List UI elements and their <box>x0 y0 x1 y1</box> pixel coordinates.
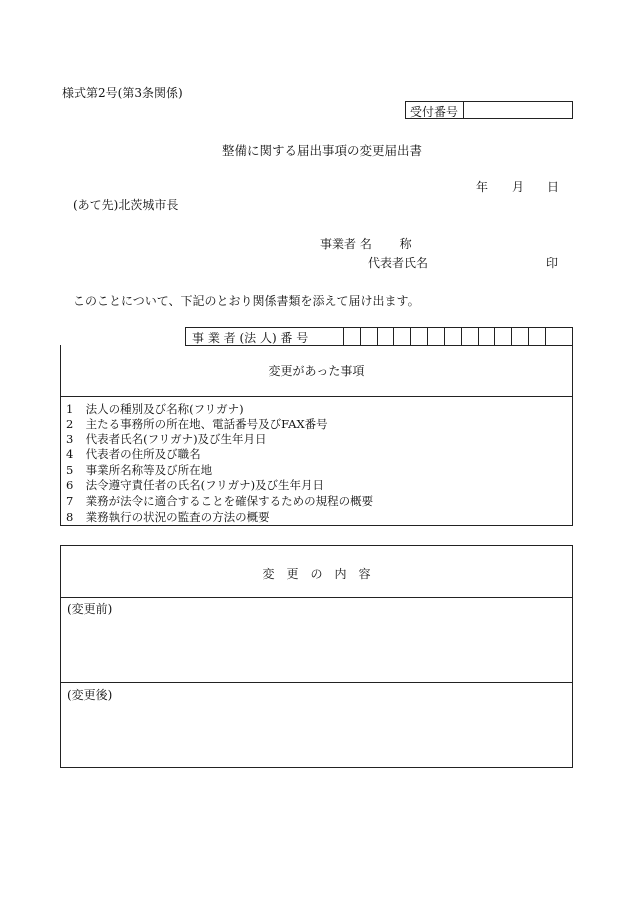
after-field[interactable] <box>67 704 562 762</box>
change-item-4[interactable]: 4 代表者の住所及び職名 <box>66 447 201 461</box>
seal-mark: 印 <box>546 256 559 270</box>
addressee: (あて先)北茨城市長 <box>73 198 179 212</box>
date-year-label: 年 <box>476 180 489 194</box>
digit-cell[interactable] <box>545 328 546 345</box>
form-label: 様式第2号(第3条関係) <box>62 86 183 100</box>
digit-cell[interactable] <box>410 328 411 345</box>
business-number-row <box>185 327 573 346</box>
change-item-1[interactable]: 1 法人の種別及び名称(フリガナ) <box>66 402 244 416</box>
business-number-label: 事 業 者 (法 人) 番 号 <box>192 331 309 345</box>
date-month-label: 月 <box>512 180 525 194</box>
receipt-number-label: 受付番号 <box>410 105 459 119</box>
digit-cell[interactable] <box>511 328 512 345</box>
receipt-number-box <box>405 101 573 119</box>
digit-cell[interactable] <box>393 328 394 345</box>
change-item-5[interactable]: 5 事業所名称等及び所在地 <box>66 463 213 477</box>
after-label: (変更後) <box>67 688 113 702</box>
change-item-7[interactable]: 7 業務が法令に適合することを確保するための規程の概要 <box>66 494 374 508</box>
change-item-2[interactable]: 2 主たる事務所の所在地、電話番号及びFAX番号 <box>66 417 328 431</box>
date-day-label: 日 <box>547 180 560 194</box>
changed-items-header: 変更があった事項 <box>268 364 365 378</box>
digit-cell[interactable] <box>343 328 344 345</box>
divider <box>61 597 572 598</box>
digit-cell[interactable] <box>444 328 445 345</box>
representative-name-label: 代表者氏名 <box>368 256 429 270</box>
digit-cell[interactable] <box>478 328 479 345</box>
before-label: (変更前) <box>67 602 113 616</box>
change-content-table <box>60 545 573 768</box>
change-item-8[interactable]: 8 業務執行の状況の監査の方法の概要 <box>66 510 270 524</box>
before-field[interactable] <box>67 618 562 680</box>
divider <box>61 682 572 683</box>
intro-text: このことについて、下記のとおり関係書類を添えて届け出ます。 <box>73 294 420 308</box>
digit-cell[interactable] <box>461 328 462 345</box>
business-name-label: 事業者 名 称 <box>320 237 412 251</box>
changed-items-header-cell <box>60 345 573 397</box>
digit-cell[interactable] <box>427 328 428 345</box>
digit-cell[interactable] <box>377 328 378 345</box>
page-title: 整備に関する届出事項の変更届出書 <box>222 143 423 158</box>
digit-cell[interactable] <box>494 328 495 345</box>
change-item-3[interactable]: 3 代表者氏名(フリガナ)及び生年月日 <box>66 432 267 446</box>
digit-cell[interactable] <box>528 328 529 345</box>
change-item-6[interactable]: 6 法令遵守責任者の氏名(フリガナ)及び生年月日 <box>66 478 325 492</box>
digit-cell[interactable] <box>360 328 361 345</box>
change-content-header: 変 更 の 内 容 <box>262 567 371 581</box>
